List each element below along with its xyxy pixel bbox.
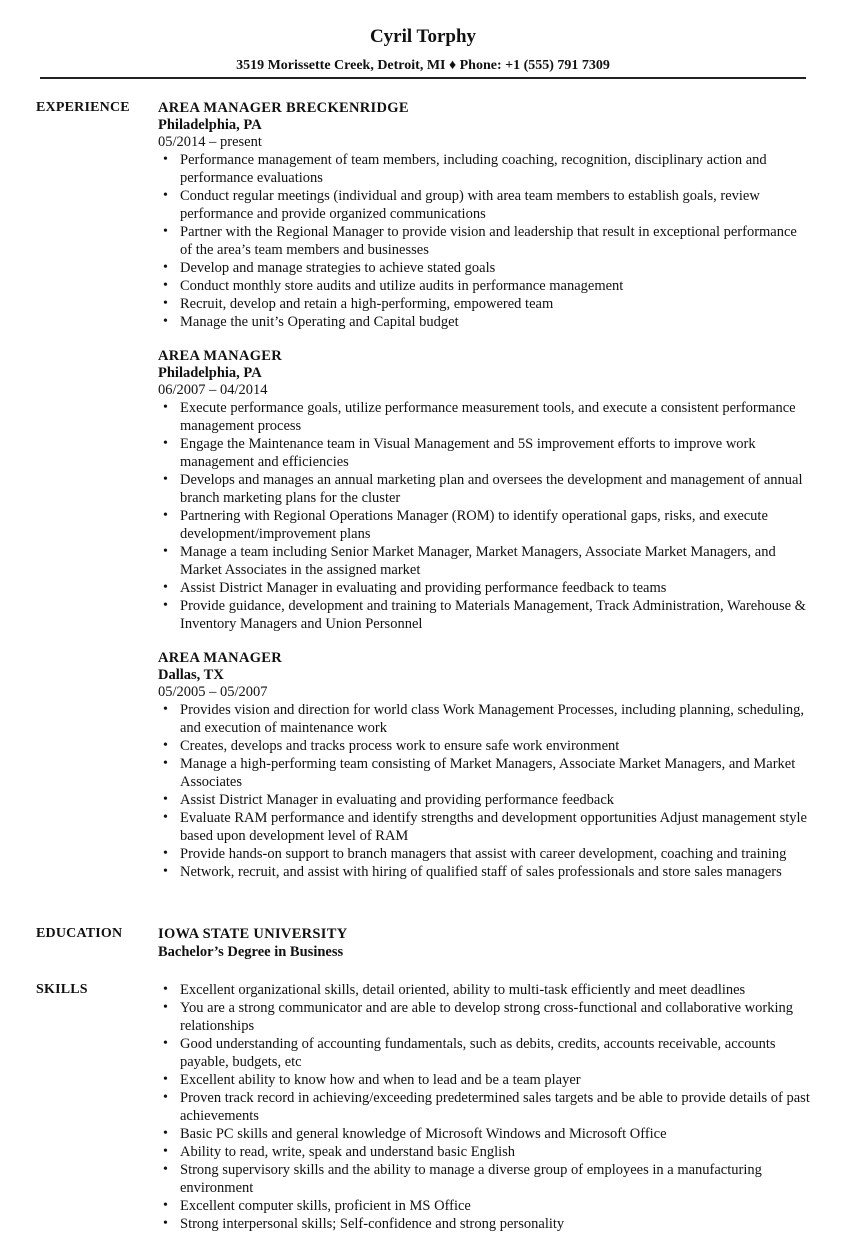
bullet-item: • Conduct regular meetings (individual and group) with area team members to establish goals, review performance and provide organized communications xyxy=(158,187,812,223)
skill-item: • Basic PC skills and general knowledge of Microsoft Windows and Microsoft Office xyxy=(158,1125,812,1143)
experience-section xyxy=(36,99,812,897)
bullet-item: • Provides vision and direction for world class Work Management Processes, including planning, scheduling, and execution of maintenance work xyxy=(158,701,812,737)
job-bullets xyxy=(158,151,812,331)
candidate-name: Cyril Torphy xyxy=(369,26,477,47)
job-dates: 05/2005 – 05/2007 xyxy=(158,684,268,700)
skills-list xyxy=(158,981,812,1233)
skill-item: • Proven track record in achieving/exceeding predetermined sales targets and be able to provide details of past achievements xyxy=(158,1089,812,1125)
header-divider xyxy=(40,77,806,79)
job-title: AREA MANAGER BRECKENRIDGE xyxy=(158,100,409,116)
job-dates: 05/2014 – present xyxy=(158,134,262,150)
skills-heading: SKILLS xyxy=(36,982,88,997)
bullet-item: • Evaluate RAM performance and identify strengths and development opportunities Adjust management style based upon development level of RAM xyxy=(158,809,812,845)
bullet-item: • Network, recruit, and assist with hiring of qualified staff of sales professionals and store sales managers xyxy=(158,863,812,881)
bullet-item: • Partnering with Regional Operations Manager (ROM) to identify operational gaps, risks, and execute development/improvement plans xyxy=(158,507,812,543)
degree: Bachelor’s Degree in Business xyxy=(158,944,344,960)
skill-item: • Excellent computer skills, proficient in MS Office xyxy=(158,1197,812,1215)
job-bullets xyxy=(158,399,812,633)
education-heading: EDUCATION xyxy=(36,926,123,941)
bullet-item: • Engage the Maintenance team in Visual Management and 5S improvement efforts to improve work management and efficiencies xyxy=(158,435,812,471)
bullet-item: • Creates, develops and tracks process work to ensure safe work environment xyxy=(158,737,812,755)
resume-header xyxy=(40,26,806,74)
skill-item: • Excellent organizational skills, detail oriented, ability to multi-task efficiently and meet deadlines xyxy=(158,981,812,999)
job-dates: 06/2007 – 04/2014 xyxy=(158,382,268,398)
education-section xyxy=(36,925,812,961)
skill-item: • You are a strong communicator and are able to develop strong cross-functional and collaborative working relationships xyxy=(158,999,812,1035)
job-location: Dallas, TX xyxy=(158,667,224,683)
bullet-item: • Recruit, develop and retain a high-performing, empowered team xyxy=(158,295,812,313)
job-location: Philadelphia, PA xyxy=(158,117,262,133)
skill-item: • Strong supervisory skills and the ability to manage a diverse group of employees in a manufacturing environment xyxy=(158,1161,812,1197)
bullet-item: • Performance management of team members, including coaching, recognition, disciplinary action and performance evaluations xyxy=(158,151,812,187)
school-name: IOWA STATE UNIVERSITY xyxy=(158,926,348,942)
bullet-item: • Conduct monthly store audits and utilize audits in performance management xyxy=(158,277,812,295)
skill-item: • Excellent ability to know how and when to lead and be a team player xyxy=(158,1071,812,1089)
bullet-item: • Provide guidance, development and training to Materials Management, Track Administration, Warehouse & Inventory Managers and Union Personnel xyxy=(158,597,812,633)
skills-section xyxy=(36,981,812,1233)
bullet-item: • Manage a high-performing team consisting of Market Managers, Associate Market Managers, and Market Associates xyxy=(158,755,812,791)
bullet-item: • Manage a team including Senior Market Manager, Market Managers, Associate Market Managers, and Market Associates in the assigned market xyxy=(158,543,812,579)
bullet-item: • Manage the unit’s Operating and Capital budget xyxy=(158,313,812,331)
bullet-item: • Provide hands-on support to branch managers that assist with career development, coaching and training xyxy=(158,845,812,863)
job-entry xyxy=(158,649,812,881)
job-entry xyxy=(158,347,812,633)
skill-item: • Ability to read, write, speak and understand basic English xyxy=(158,1143,812,1161)
job-location: Philadelphia, PA xyxy=(158,365,262,381)
skill-item: • Good understanding of accounting fundamentals, such as debits, credits, accounts receivable, accounts payable, budgets, etc xyxy=(158,1035,812,1071)
bullet-item: • Develops and manages an annual marketing plan and oversees the development and management of annual branch marketing plans for the cluster xyxy=(158,471,812,507)
job-title: AREA MANAGER xyxy=(158,650,283,666)
bullet-item: • Assist District Manager in evaluating and providing performance feedback to teams xyxy=(158,579,812,597)
contact-line: 3519 Morissette Creek, Detroit, MI ♦ Phone: +1 (555) 791 7309 xyxy=(236,58,610,73)
skill-item: • Strong interpersonal skills; Self-confidence and strong personality xyxy=(158,1215,812,1233)
bullet-item: • Assist District Manager in evaluating and providing performance feedback xyxy=(158,791,812,809)
bullet-item: • Partner with the Regional Manager to provide vision and leadership that result in exceptional performance of the area’s team members and businesses xyxy=(158,223,812,259)
bullet-item: • Develop and manage strategies to achieve stated goals xyxy=(158,259,812,277)
job-entry xyxy=(158,99,812,331)
job-bullets xyxy=(158,701,812,881)
job-title: AREA MANAGER xyxy=(158,348,283,364)
experience-heading: EXPERIENCE xyxy=(36,100,130,115)
bullet-item: • Execute performance goals, utilize performance measurement tools, and execute a consistent performance management process xyxy=(158,399,812,435)
